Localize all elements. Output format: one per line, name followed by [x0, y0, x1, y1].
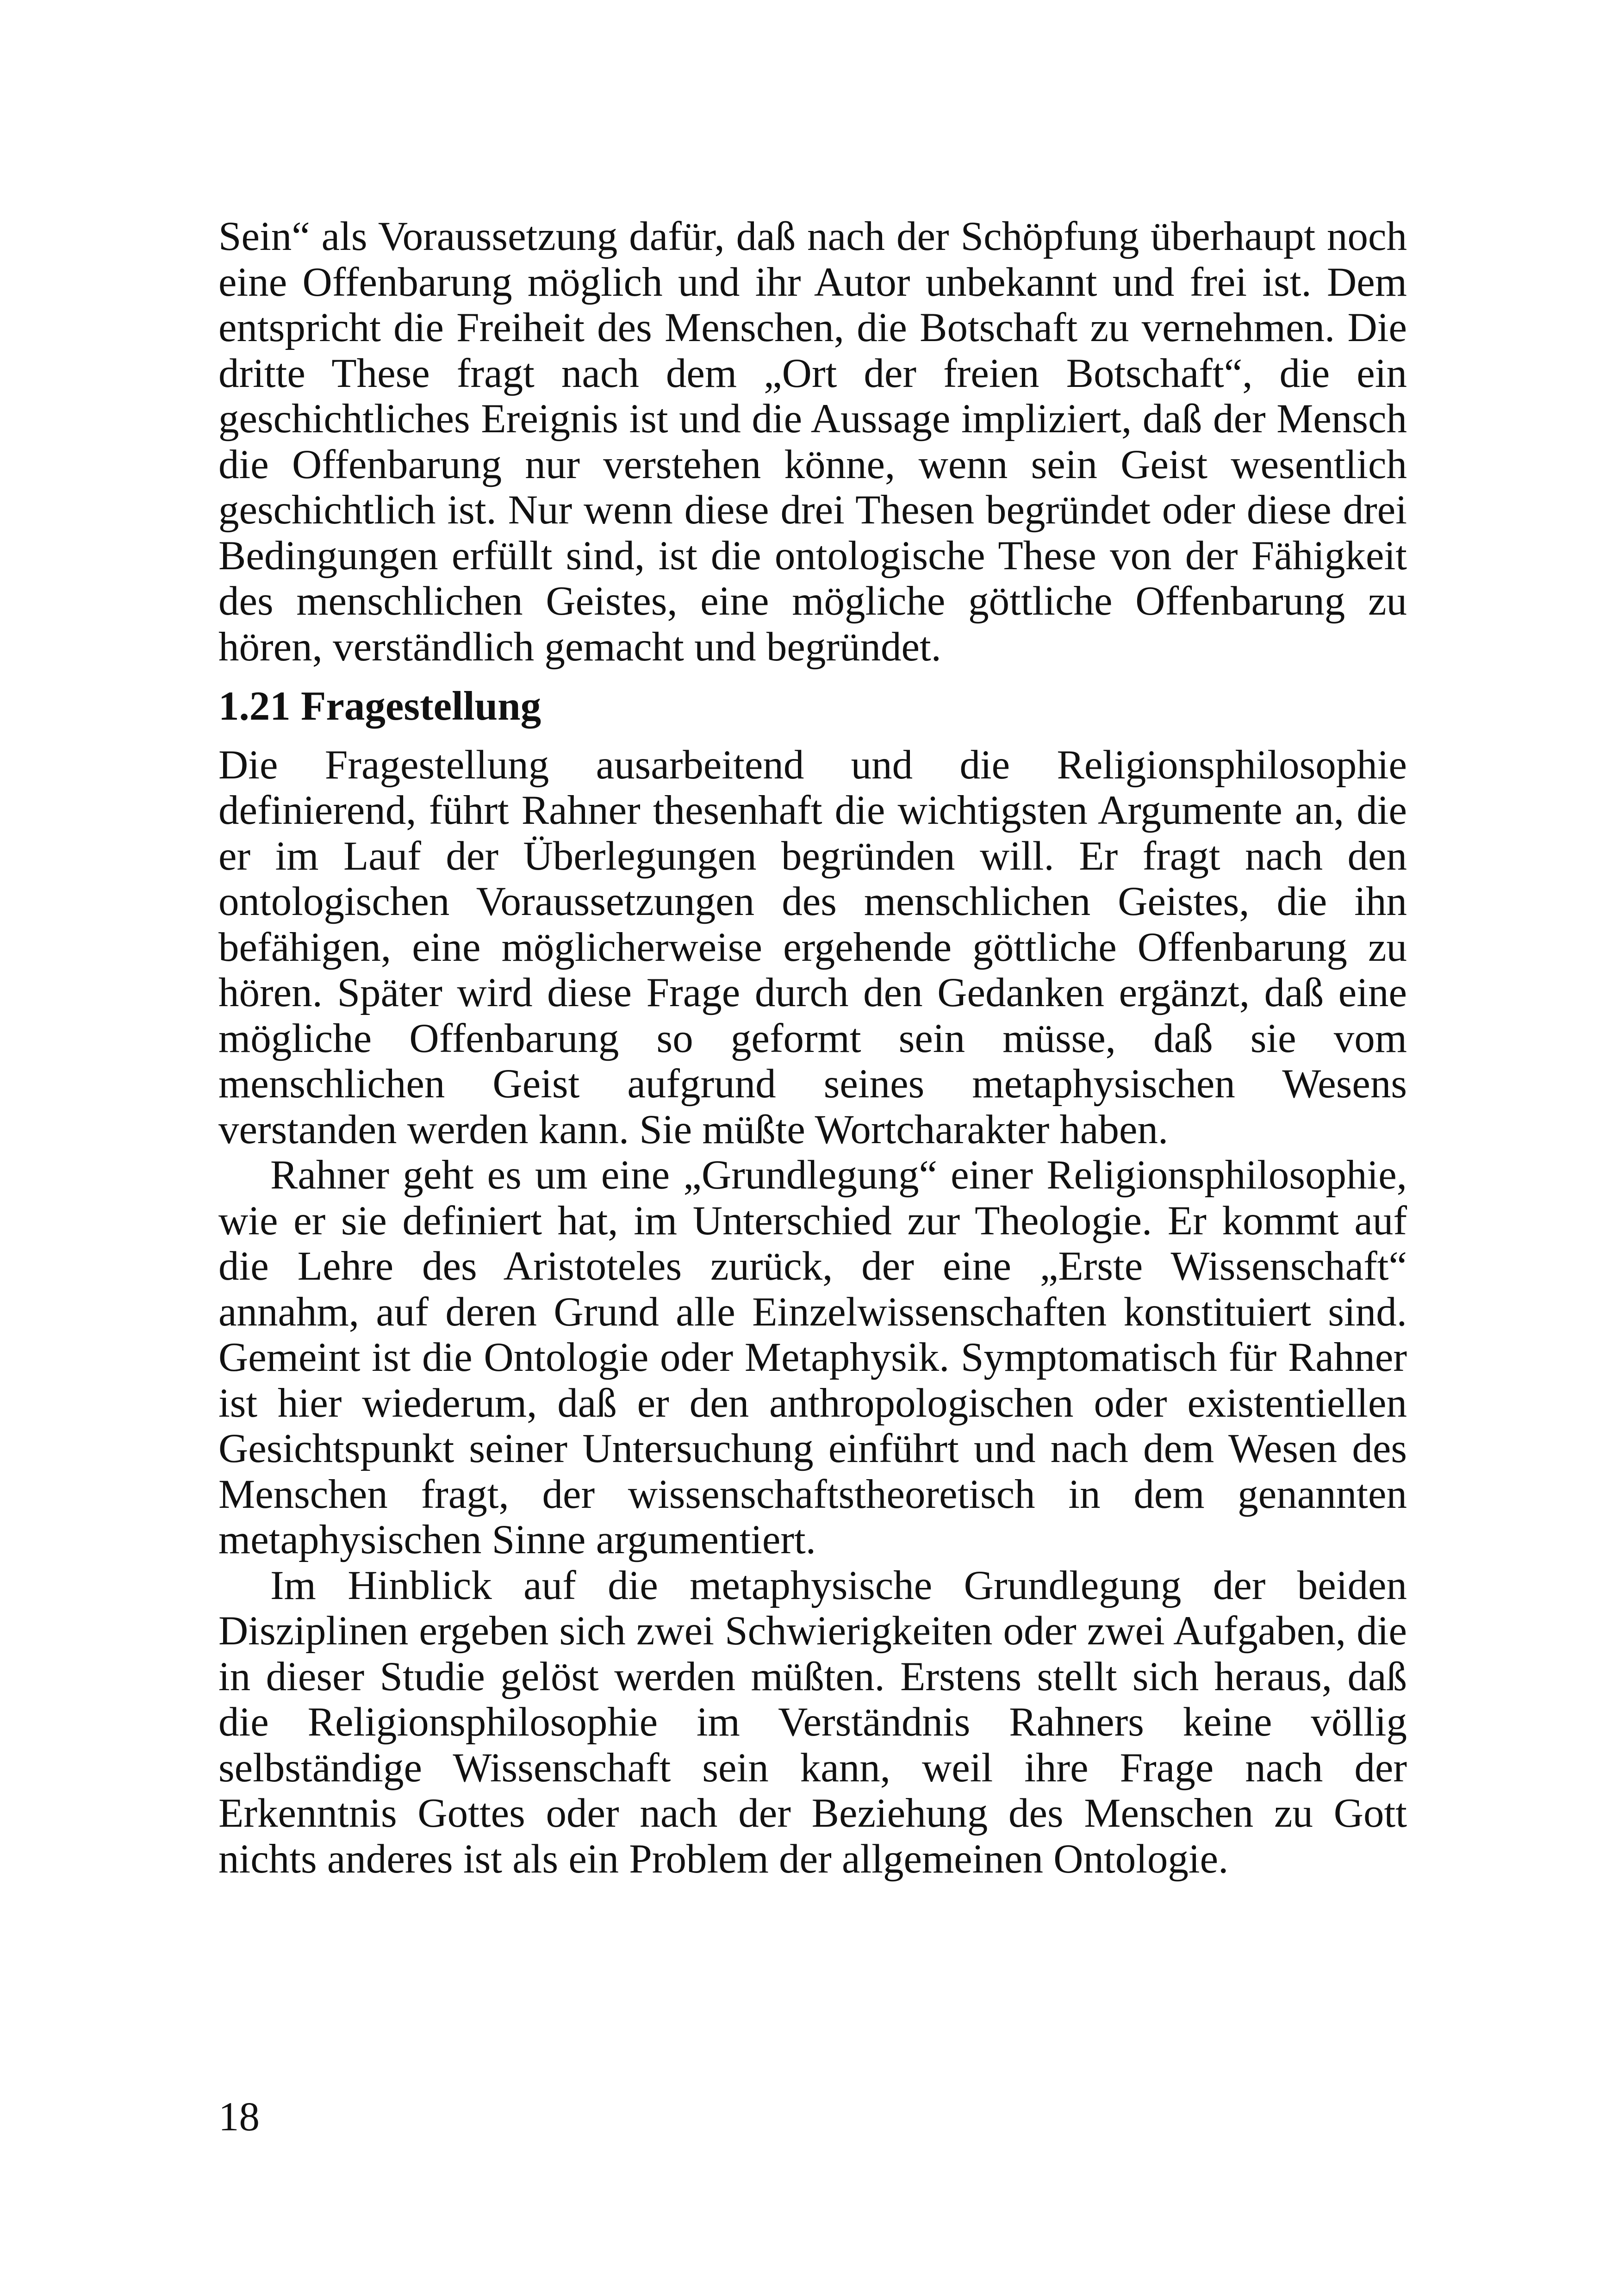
paragraph: Die Fragestellung ausarbeitend und die Religionsphilosophie definierend, führt Rahner thesenhaft die wichtigsten Argumente an, die er im Lauf der Überlegungen begründen will. Er fragt nach den ontologischen Voraussetzungen des menschlichen Geistes, die ihn befähigen, eine möglicherweise ergehende göttliche Offenbarung zu hören. Später wird diese Frage durch den Gedanken ergänzt, daß eine mögliche Offenbarung so geformt sein müsse, daß sie vom menschlichen Geist aufgrund seines metaphysischen Wesens verstanden werden kann. Sie müßte Wortcharakter haben. — [218, 742, 1407, 1152]
page-number: 18 — [218, 2094, 260, 2140]
section-heading: 1.21 Fragestellung — [218, 684, 541, 729]
text-block — [218, 214, 1407, 1882]
paragraph: Im Hinblick auf die metaphysische Grundlegung der beiden Disziplinen ergeben sich zwei Schwierigkeiten oder zwei Aufgaben, die in dieser Studie gelöst werden müßten. Erstens stellt sich heraus, daß die Religionsphilosophie im Verständnis Rahners keine völlig selbständige Wissenschaft sein kann, weil ihre Frage nach der Erkenntnis Gottes oder nach der Beziehung des Menschen zu Gott nichts anderes ist als ein Problem der allgemeinen Ontologie. — [218, 1562, 1407, 1882]
paragraph-continued: Sein“ als Voraussetzung dafür, daß nach der Schöpfung überhaupt noch eine Offenbarung möglich und ihr Autor unbekannt und frei ist. Dem entspricht die Freiheit des Menschen, die Botschaft zu vernehmen. Die dritte These fragt nach dem „Ort der freien Botschaft“, die ein geschichtliches Ereignis ist und die Aussage impliziert, daß der Mensch die Offenbarung nur verstehen könne, wenn sein Geist wesentlich geschichtlich ist. Nur wenn diese drei Thesen begründet oder diese drei Bedingungen erfüllt sind, ist die ontologische These von der Fähigkeit des menschlichen Geistes, eine mögliche göttliche Offenbarung zu hören, verständlich gemacht und begründet. — [218, 214, 1407, 670]
paragraph: Rahner geht es um eine „Grundlegung“ einer Religionsphilosophie, wie er sie definiert hat, im Unterschied zur Theologie. Er kommt auf die Lehre des Aristoteles zurück, der eine „Erste Wissenschaft“ annahm, auf deren Grund alle Einzelwissenschaften konstituiert sind. Gemeint ist die Ontologie oder Metaphysik. Symptomatisch für Rahner ist hier wiederum, daß er den anthropologischen oder existentiellen Gesichtspunkt seiner Untersuchung einführt und nach dem Wesen des Menschen fragt, der wissenschaftstheoretisch in dem genannten metaphysischen Sinne argumentiert. — [218, 1152, 1407, 1562]
